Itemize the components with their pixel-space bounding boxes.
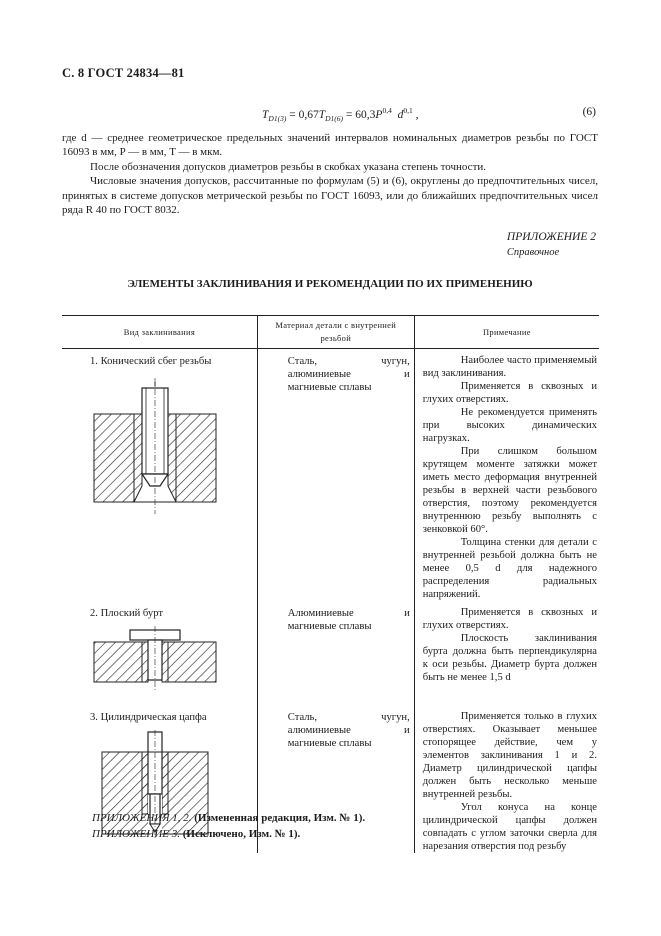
footnote-1: ПРИЛОЖЕНИЯ 1, 2. (Измененная редакция, Изм. № 1). — [92, 812, 366, 824]
paragraph-accuracy: После обозначения допусков диаметров резьбы в скобках указана степень точности. — [90, 160, 487, 173]
formula-number: (6) — [582, 106, 596, 118]
material-conical: Сталь, чугун, алюминиевые и магниевые сплавы — [287, 356, 410, 393]
kind-cylindrical-pin: 3. Цилиндрическая цапфа — [90, 712, 207, 723]
material-cylindrical-pin: Сталь, чугун, алюминиевые и магниевые сплавы — [287, 712, 410, 749]
col-header-material: Материал детали с внутренней резьбой — [257, 316, 414, 349]
page-header: С. 8 ГОСТ 24834—81 — [62, 66, 185, 80]
kind-conical: 1. Конический сбег резьбы — [90, 356, 212, 367]
paragraph-values: Числовые значения допусков, рассчитанные по формулам (5) и (6), округлены до предпочтительных чисел, принятых в системе допусков метрической резьбы по ГОСТ 16093, или до ближайших предпочтительных чисел ряда R 40 по ГОСТ 8032. — [62, 175, 598, 217]
paragraph-where: где d — среднее геометрическое предельных значений интервалов номинальных диаметров резьбы по ГОСТ 16093 в мм, P — в мм, T — в мкм. — [62, 132, 598, 159]
note-flat-collar: Применяется в сквозных и глухих отверстиях. Плоскость заклинивания бурта должна быть перпендикулярна к оси резьбы. Диаметр бурта должен быть не менее 1,5 d — [422, 607, 597, 683]
formula-6: $T_{D1(3)} = 0,67T_{D1(6)} = 60,3P^{0,4}$ $d^{0,1}$ , — [262, 106, 419, 124]
table-row — [62, 601, 599, 705]
section-title: ЭЛЕМЕНТЫ ЗАКЛИНИВАНИЯ И РЕКОМЕНДАЦИИ ПО ИХ ПРИМЕНЕНИЮ — [127, 278, 533, 290]
appendix-label: ПРИЛОЖЕНИЕ 2 Справочное — [506, 231, 596, 258]
wedging-table — [62, 315, 599, 853]
material-flat-collar: Алюминиевые и магниевые сплавы — [287, 608, 410, 632]
body-text — [62, 131, 598, 217]
footnote-2: ПРИЛОЖЕНИЕ 3. (Исключено, Изм. № 1). — [92, 828, 301, 840]
table-row — [62, 349, 599, 602]
kind-flat-collar: 2. Плоский бурт — [90, 608, 163, 619]
col-header-note: Примечание — [482, 326, 531, 337]
conical-runout-figure — [62, 374, 250, 524]
col-header-kind: Вид заклинивания — [123, 326, 196, 337]
note-conical: Наиболее часто применяемый вид заклинивания. Применяется в сквозных и глухих отверстиях. Не рекомендуется применять при высоких динамических нагрузках. При слишком большом крутящем моменте затяжки может иметь место деформация внутренней резьбы в верхней части резьбового отверстия, поэтому рекомендуется внутреннюю резьбу выполнять с зенковкой 60°. Толщина стенки для детали с внутренней резьбой должна быть не менее 0,5 d для надежного распределения радиальных напряжений. — [422, 355, 597, 600]
flat-collar-figure — [62, 626, 250, 696]
note-cylindrical-pin: Применяется только в глухих отверстиях. Оказывает меньшее стопорящее действие, чем у элементов заклинивания 1 и 2. Диаметр цилиндрической цапфы должен быть несколько меньше внутренней резьбы. Угол конуса на конце цилиндрической цапфы должен совпадать с углом заточки сверла для нарезания отверстия под резьбу — [422, 711, 597, 852]
